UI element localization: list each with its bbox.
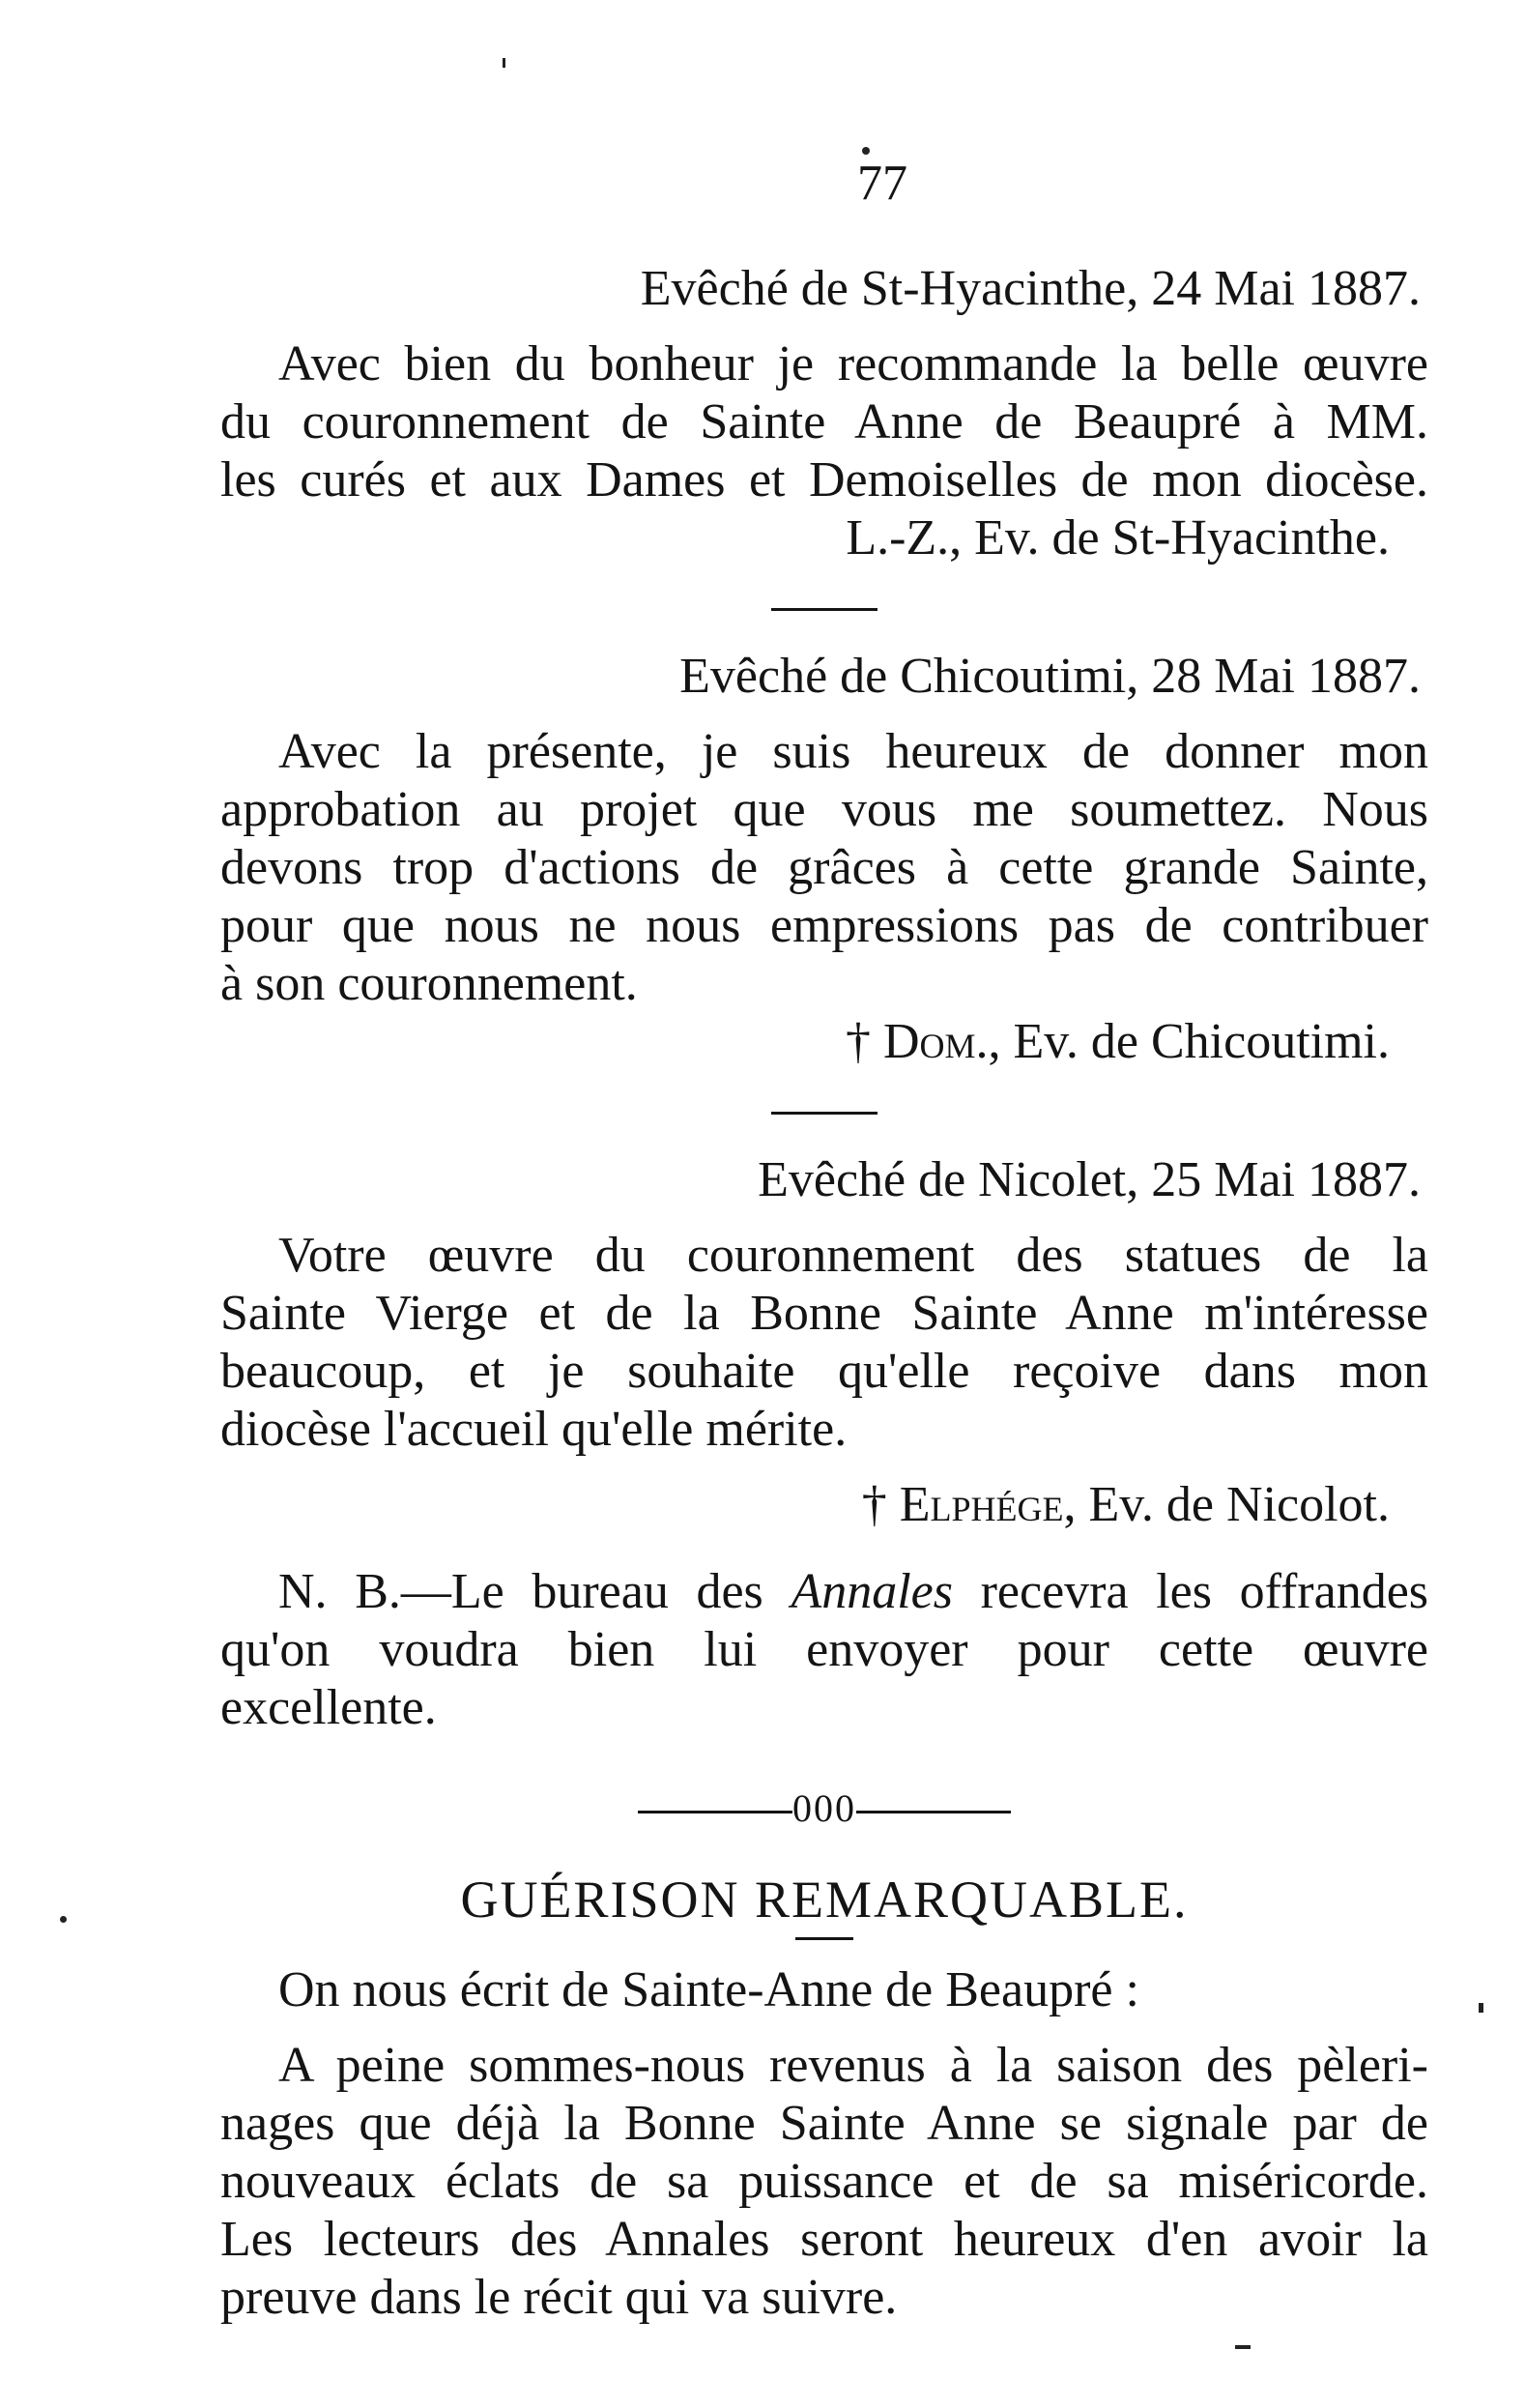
signature [220,1013,1428,1071]
ornament-divider [220,1785,1428,1831]
print-speck [503,58,505,68]
text-line: qu'on voudra bien lui envoyer pour cette œuvre [220,1622,1428,1677]
text-line: Avec la présente, je suis heureux de donner mon [278,724,1428,779]
print-speck [1235,2345,1251,2349]
text-line [220,1563,1428,1621]
text-line: Sainte Vierge et de la Bonne Sainte Anne m'intéresse [220,1286,1428,1341]
separator-rule [771,608,878,611]
nb-prefix: N. B.—Le bureau des [278,1564,791,1619]
document-page [220,155,1428,2327]
text-line: beaucoup, et je souhaite qu'elle reçoive dans mon [220,1344,1428,1399]
dateline: Evêché de Chicoutimi, 28 Mai 1887. [679,649,1421,704]
ornament-text: 000 [792,1786,856,1830]
text-line: à son couronnement. [220,956,638,1011]
signature-name: Dom. [882,1014,989,1069]
section-guerison [220,1870,1428,2327]
cross-symbol: † [845,1014,871,1069]
section-intro: On nous écrit de Sainte-Anne de Beaupré : [278,1962,1139,2017]
ornament-dash-right [856,1811,1011,1813]
page-number: 77 [857,156,907,211]
title-rule [795,1937,853,1940]
signature-title: , Ev. de Nicolot. [1063,1477,1390,1532]
print-speck [862,147,870,155]
print-speck [60,1916,67,1923]
cross-symbol: † [861,1477,887,1532]
text-line: Les lecteurs des Annales seront heureux d'en avoir la [220,2212,1428,2267]
text-line: devons trop d'actions de grâces à cette grande Sainte, [220,840,1428,895]
text-line: preuve dans le récit qui va suivre. [220,2270,898,2325]
text-line: nouveaux éclats de sa puissance et de sa miséricorde. [220,2154,1428,2209]
letter-chicoutimi [220,648,1428,1071]
letter-st-hyacinthe [220,260,1428,567]
ornament-dash-left [638,1811,792,1813]
text-line: Avec bien du bonheur je recommande la belle œuvre [278,336,1428,392]
text-line: Votre œuvre du couronnement des statues de la [278,1228,1428,1283]
dateline: Evêché de St-Hyacinthe, 24 Mai 1887. [640,261,1421,316]
signature: L.-Z., Ev. de St-Hyacinthe. [846,510,1390,566]
annales-italic: Annales [791,1564,953,1619]
nota-bene [220,1563,1428,1737]
text-line: excellente. [220,1680,437,1735]
text-line: pour que nous ne nous empressions pas de contribuer [220,898,1428,953]
signature-title: , Ev. de Chicoutimi. [988,1014,1390,1069]
text-line: A peine sommes-nous revenus à la saison des pèleri- [278,2038,1428,2093]
text-line: les curés et aux Dames et Demoiselles de mon diocèse. [220,452,1428,508]
print-speck [1479,2003,1483,2013]
text-line: du couronnement de Sainte Anne de Beaupré à MM. [220,394,1428,450]
text-line: nages que déjà la Bonne Sainte Anne se signale par de [220,2096,1428,2151]
letter-nicolet [220,1151,1428,1534]
signature [220,1476,1428,1534]
text-line: diocèse l'accueil qu'elle mérite. [220,1402,848,1457]
dateline: Evêché de Nicolet, 25 Mai 1887. [758,1152,1421,1207]
nb-rest: recevra les offrandes [952,1564,1429,1619]
signature-name: Elphége [899,1477,1064,1532]
section-title: GUÉRISON REMARQUABLE. [460,1871,1189,1929]
text-line: approbation au projet que vous me soumettez. Nous [220,782,1428,837]
separator-rule [771,1112,878,1115]
